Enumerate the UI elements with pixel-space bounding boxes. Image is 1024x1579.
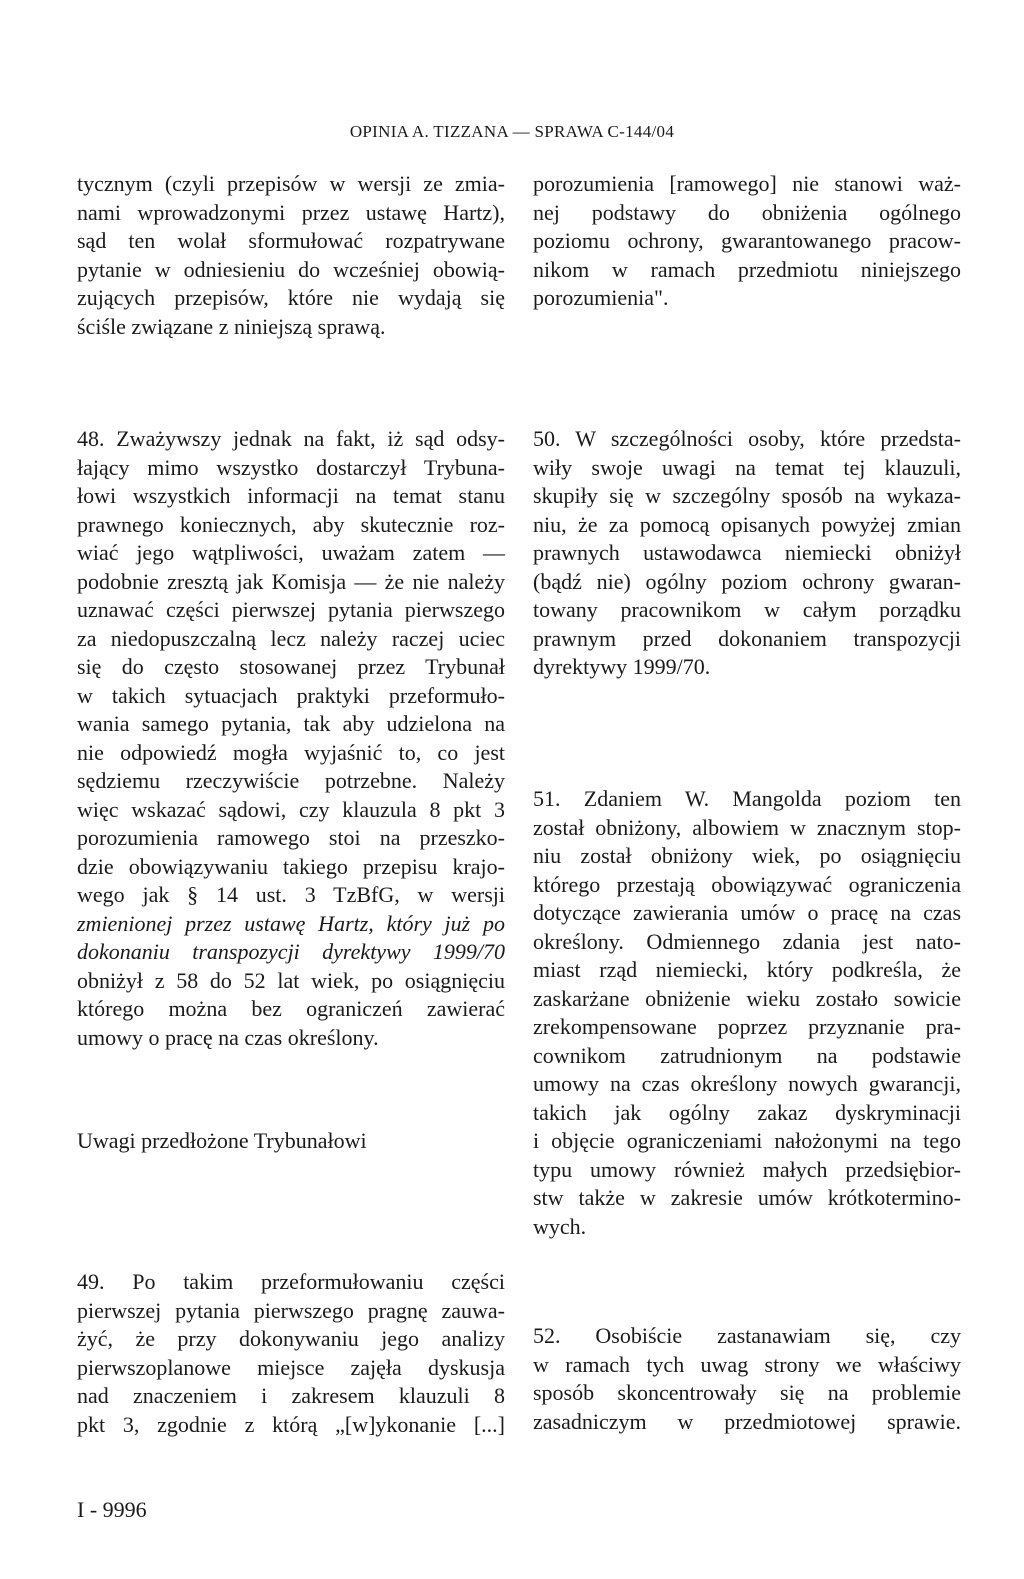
text-line: zujących przepisów, które nie wydają się [77,285,505,310]
text-line: podobnie zresztą jak Komisja — że nie należy [77,568,505,594]
text-line: zmienionej przez ustawę Hartz, który już po [77,910,505,936]
text-line: żyć, że przy dokonywaniu jego analizy [77,1326,505,1351]
paragraph-49 [77,1268,505,1439]
text-line: umowy o pracę na czas określony. [77,1024,379,1050]
text-line: dzie obowiązywaniu takiego przepisu krajo- [77,853,505,879]
text-line: pierwszej pytania pierwszego pragnę zauwa- [77,1297,505,1323]
text-line: porozumienia ramowego stoi na przeszko- [77,825,505,850]
text-line: typu umowy również małych przedsiębior- [533,1156,961,1182]
text-line: porozumienia". [533,285,669,310]
text-line: miast rząd niemiecki, który podkreśla, że [533,957,961,982]
text-line: więc wskazać sądowi, czy klauzula 8 pkt 3 [77,796,505,822]
text-line: dokonaniu transpozycji dyrektywy 1999/70 [77,939,505,964]
text-line: ściśle związane z niniejszą sprawą. [77,313,386,339]
paragraph-48 [77,425,505,1052]
text-line: cownikom zatrudnionym na podstawie [533,1042,961,1068]
text-line: nad znaczeniem i zakresem klauzuli 8 [77,1383,505,1408]
text-line: obniżył z 58 do 52 lat wiek, po osiągnięciu [77,967,505,993]
text-line: pierwszoplanowe miejsce zajęła dyskusja [77,1354,505,1380]
text-line: nami wprowadzonymi przez ustawę Hartz), [77,199,505,225]
text-line: 51. Zdaniem W. Mangolda poziom ten [533,786,961,811]
text-line: wania samego pytania, tak aby udzielona na [77,711,505,736]
text-line: poziomu ochrony, gwarantowanego pracow- [533,228,961,253]
running-header: OPINIA A. TIZZANA — SPRAWA C-144/04 [349,122,675,141]
text-line: niu został obniżony wiek, po osiągnięciu [533,843,961,868]
text-line: wiać jego wątpliwości, uważam zatem — [77,540,505,565]
text-line: określony. Odmiennego zdania jest nato- [533,928,961,954]
text-line: został obniżony, albowiem w znacznym stop- [533,814,961,840]
text-line: zaskarżane obniżenie wieku zostało sowicie [533,985,961,1011]
text-line: zasadniczym w przedmiotowej sprawie. [533,1408,961,1434]
text-line: nie odpowiedź mogła wyjaśnić to, co jest [77,739,505,765]
text-line: w ramach tych uwag strony we właściwy [533,1351,961,1377]
text-line: którego można bez ograniczeń zawierać [77,996,505,1021]
text-line: łający mimo wszystko dostarczył Trybuna- [77,454,505,480]
text-line: takich jak ogólny zakaz dyskryminacji [533,1099,961,1125]
text-line: i objęcie ograniczeniami nałożonymi na tego [533,1128,961,1153]
text-line: 49. Po takim przeformułowaniu części [77,1269,505,1294]
text-line: prawnego koniecznych, aby skutecznie roz- [77,511,505,537]
text-line: niu, że za pomocą opisanych powyżej zmian [533,511,961,537]
text-line: dotyczące zawierania umów o pracę na czas [533,900,961,925]
text-line: nikom w ramach przedmiotu niniejszego [533,256,961,282]
text-line: sędziemu rzeczywiście potrzebne. Należy [77,768,505,793]
text-line: wiły swoje uwagi na temat tej klauzuli, [533,454,961,480]
text-line: zrekompensowane poprzez przyznanie pra- [533,1014,961,1039]
text-line: tycznym (czyli przepisów w wersji ze zmia- [77,171,505,196]
text-line: się do często stosowanej przez Trybunał [77,654,505,679]
text-line: za niedopuszczalną lecz należy raczej uciec [77,625,505,651]
text-line: dyrektywy 1999/70. [533,654,711,679]
text-line: towany pracownikom w całym porządku [533,597,961,622]
text-line: porozumienia [ramowego] nie stanowi waż- [533,171,961,196]
text-line: pkt 3, zgodnie z którą „[w]ykonanie [...] [77,1411,505,1437]
text-line: uznawać części pierwszej pytania pierwszego [77,597,505,622]
text-line: 50. W szczególności osoby, które przedsta- [533,426,961,451]
text-line: sąd ten wolał sformułować rozpatrywane [77,228,505,253]
text-line: wych. [533,1213,587,1239]
text-line: sposób skoncentrowały się na problemie [533,1380,961,1405]
paragraph-51 [533,785,961,1241]
left-top-paragraph [77,170,505,341]
page-number: I - 9996 [77,1497,147,1522]
text-line: (bądź nie) ogólny poziom ochrony gwaran- [533,568,961,594]
text-line: prawnych ustawodawca niemiecki obniżył [533,540,961,565]
text-line: łowi wszystkich informacji na temat stanu [77,483,505,508]
text-line: 52. Osobiście zastanawiam się, czy [533,1323,961,1348]
paragraph-50 [533,425,961,682]
paragraph-52 [533,1322,961,1436]
text-line: 48. Zważywszy jednak na fakt, iż sąd odsy- [77,426,505,451]
text-line: umowy na czas określony nowych gwarancji, [533,1071,961,1096]
text-line: prawnym przed dokonaniem transpozycji [533,625,961,651]
text-line: którego przestają obowiązywać ograniczenia [533,871,961,897]
text-line: pytanie w odniesieniu do wcześniej obowią- [77,256,505,282]
text-line: wego jak § 14 ust. 3 TzBfG, w wersji [77,882,505,907]
section-heading: Uwagi przedłożone Trybunałowi [77,1128,367,1153]
text-line: nej podstawy do obniżenia ogólnego [533,199,961,225]
text-line: skupiły się w szczególny sposób na wykaza- [533,483,961,508]
right-top-paragraph [533,170,961,313]
text-line: stw także w zakresie umów krótkotermino- [533,1185,961,1210]
text-line: w takich sytuacjach praktyki przeformuło- [77,682,505,708]
